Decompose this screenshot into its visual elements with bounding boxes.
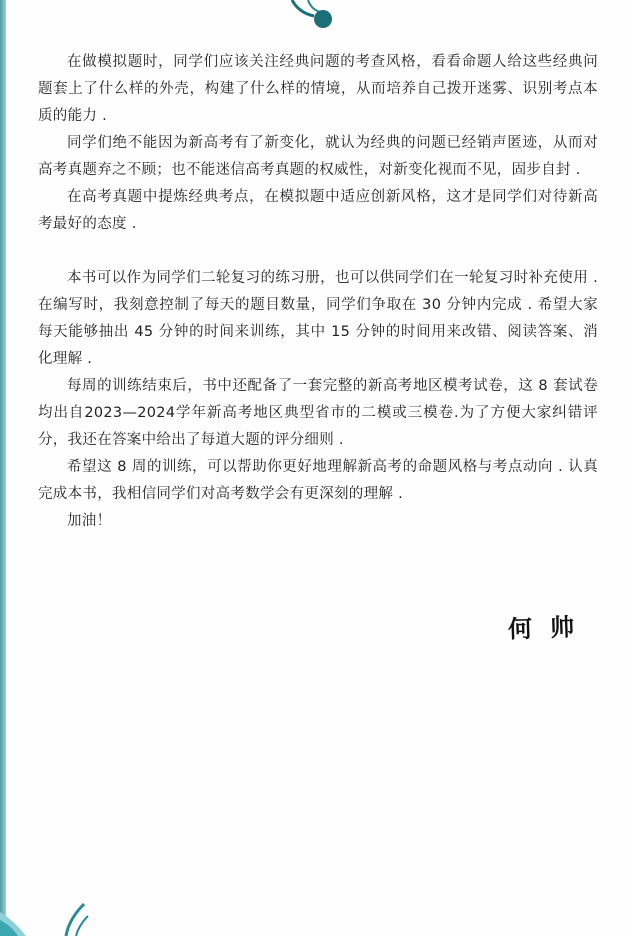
left-edge-stripe bbox=[0, 0, 6, 936]
paragraph: 本书可以作为同学们二轮复习的练习册，也可以供同学们在一轮复习时补充使用 . 在编写时，我刻意控制了每天的题目数量，同学们争取在 30 分钟内完成 . 希望大家每天能够抽出 45 分钟的时间来训练，其中 15 分钟的时间用来改错、阅读答案、消化理解 . bbox=[38, 270, 598, 367]
paragraph: 在高考真题中提炼经典考点，在模拟题中适应创新风格，这才是同学们对待新高考最好的态度 . bbox=[38, 189, 598, 232]
paragraph: 每周的训练结束后，书中还配备了一套完整的新高考地区模考试卷，这 8 套试卷均出自2023—2024学年新高考地区典型省市的二模或三模卷.为了方便大家纠错评分，我还在答案中给出了每道大题的评分细则 . bbox=[38, 378, 598, 448]
author-signature: 何帅 bbox=[507, 611, 593, 644]
paragraph: 希望这 8 周的训练，可以帮助你更好地理解新高考的命题风格与考点动向 . 认真完成本书，我相信同学们对高考数学会有更深刻的理解 . bbox=[38, 459, 598, 502]
preface-body bbox=[38, 49, 598, 535]
top-ribbon-decoration bbox=[290, 0, 340, 34]
section-gap bbox=[38, 238, 598, 265]
paragraph: 同学们绝不能因为新高考有了新变化，就认为经典的问题已经销声匿迹，从而对高考真题弃之不顾；也不能迷信高考真题的权威性，对新变化视而不见，固步自封 . bbox=[38, 135, 598, 178]
closing-line: 加油！ bbox=[67, 513, 112, 529]
paragraph: 在做模拟题时，同学们应该关注经典问题的考查风格，看看命题人给这些经典问题套上了什么样的外壳，构建了什么样的情境，从而培养自己拨开迷雾、识别考点本质的能力 . bbox=[38, 54, 598, 124]
bottom-corner-decoration bbox=[0, 900, 110, 936]
